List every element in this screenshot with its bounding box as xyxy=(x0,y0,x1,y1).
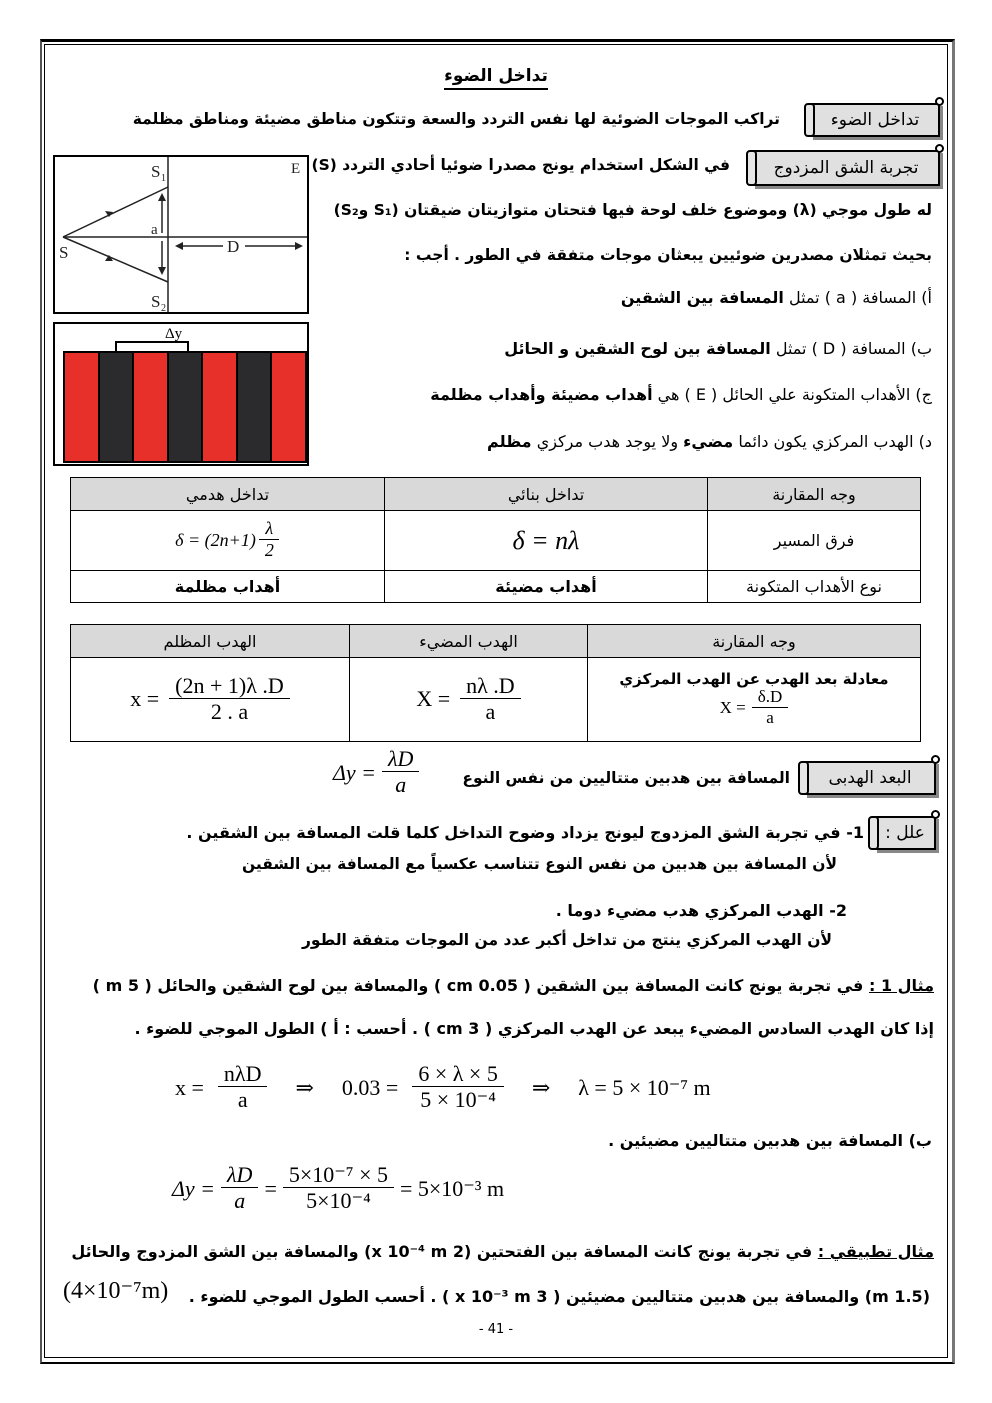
table1-row-fringe-type-label: نوع الأهداب المتكونة xyxy=(708,571,921,603)
definition-text: تراكب الموجات الضوئية لها نفس التردد والسعة وتتكون مناطق مضيئة ومناطق مظلمة xyxy=(132,110,780,128)
table1-header-aspect: وجه المقارنة xyxy=(708,478,921,511)
double-slit-figure xyxy=(55,157,307,312)
answer-a: أ) المسافة ( a ) تمثل المسافة بين الشقين xyxy=(620,288,932,307)
answer-c: ج) الأهداب المتكونة علي الحائل ( E ) هي أهداب مضيئة وأهداب مظلمة xyxy=(430,385,932,404)
reason-2-answer: لأن الهدب المركزي ينتج من تداخل أكبر عدد من الموجات متفقة الطور xyxy=(302,931,832,949)
experiment-line2: له طول موجي (λ) وموضوع خلف لوحة فيها فتحتان متوازيتان ضيقتان (S₁ وS₂) xyxy=(333,201,932,219)
bright-fringe xyxy=(134,353,169,461)
svg-text:S: S xyxy=(151,292,161,311)
experiment-line1: في الشكل استخدام يونج مصدرا ضوئيا أحادي التردد (S) xyxy=(311,156,730,174)
reason-1-question: 1- في تجربة الشق المزدوج ليونج يزداد وضوح التداخل كلما قلت المسافة بين الشقين . xyxy=(186,823,864,842)
table2-header-bright: الهدب المضيء xyxy=(350,625,588,658)
constructive-formula: δ = nλ xyxy=(385,511,708,571)
example1-solution-a: x = $\frac{\text{nλD}}{a}$ ⇒ 0.03 = $\frac{6 \times \lambda \times 5}{\text{5 × 10⁻⁴}}$ ⇒ λ = 5 × 10⁻⁷ m xyxy=(175,1061,711,1113)
reason-2-question: 2- الهدب المركزي هدب مضيء دوما . xyxy=(555,901,847,920)
applied-example-answer: (4×10⁻⁷m) xyxy=(63,1278,169,1304)
table1-row-path-difference-label: فرق المسير xyxy=(708,511,921,571)
svg-text:a: a xyxy=(151,222,158,238)
example1-line2: إذا كان الهدب السادس المضيء يبعد عن الهدب المركزي ( 3 cm ) . أحسب : أ ) الطول الموجي للضوء . xyxy=(134,1019,934,1038)
reason-1-answer: لأن المسافة بين هدبين من نفس النوع تتناسب عكسياً مع المسافة بين الشقين xyxy=(241,855,837,873)
example1-solution-b: Δy = $\frac{\lambda D}{a}$ = $\frac{\text{5×10⁻⁷ × 5}}{\text{5×10⁻⁴}}$ = 5×10⁻³ m xyxy=(172,1162,505,1214)
bright-fringe xyxy=(65,353,100,461)
fringe-bars xyxy=(63,351,307,463)
fringe-position-table xyxy=(70,624,921,742)
table2-header-dark: الهدب المظلم xyxy=(71,625,350,658)
table1-header-constructive: تداخل بنائي xyxy=(385,478,708,511)
table1-header-destructive: تداخل هدمي xyxy=(71,478,385,511)
answer-b: ب) المسافة ( D ) تمثل المسافة بين لوح الشقين و الحائل xyxy=(504,339,932,358)
svg-text:S: S xyxy=(151,162,161,181)
dark-fringe-formula: x = $\frac{(2n + 1)\lambda .D}{2 . a}$ xyxy=(71,658,350,742)
svg-text:2: 2 xyxy=(161,303,166,312)
example1-line1: مثال 1 : في تجربة يونج كانت المسافة بين الشقين ( 0.05 cm ) والمسافة بين لوح الشقين والحائل ( 5 m ) xyxy=(92,976,934,995)
destructive-formula: δ = (2n+1) $\frac{\lambda}{2}$ xyxy=(71,511,385,571)
definition-label-scroll: تداخل الضوء xyxy=(810,103,940,137)
table2-row-label: معادلة بعد الهدب عن الهدب المركزي X = $\frac{\delta.D}{a}$ xyxy=(588,658,921,742)
answer-d: د) الهدب المركزي يكون دائما مضيء ولا يوجد هدب مركزي مظلم xyxy=(487,432,932,451)
constructive-fringe-type: أهداب مضيئة xyxy=(385,571,708,603)
dark-fringe xyxy=(169,353,204,461)
dark-fringe xyxy=(100,353,135,461)
experiment-line3: بحيث تمثلان مصدرين ضوئيين يبعثان موجات متفقة في الطور . أجب : xyxy=(404,246,932,264)
destructive-fringe-type: أهداب مظلمة xyxy=(71,571,385,603)
experiment-label-scroll: تجربة الشق المزدوج xyxy=(752,150,940,186)
svg-text:S: S xyxy=(59,243,69,262)
applied-example-line2: (1.5 m) والمسافة بين هدبين متتاليين مضيئين ( 3 x 10⁻³ m ) . أحسب الطول الموجي للضوء . xyxy=(188,1287,930,1306)
fringe-width-definition: المسافة بين هدبين متتاليين من نفس النوع xyxy=(462,769,790,787)
page-title: تداخل الضوء xyxy=(0,66,992,86)
fringe-width-formula: Δy = $\frac{\lambda D}{a}$ xyxy=(333,747,419,799)
svg-text:1: 1 xyxy=(161,173,166,184)
dark-fringe xyxy=(238,353,273,461)
bright-fringe xyxy=(272,353,305,461)
fringe-width-label-scroll: البعد الهدبى xyxy=(804,761,936,795)
double-slit-diagram xyxy=(53,155,309,314)
svg-text:D: D xyxy=(227,237,240,256)
delta-y-label: Δy xyxy=(165,326,183,342)
page-number: - 41 - xyxy=(478,1322,514,1337)
example1-part-b: ب) المسافة بين هدبين متتاليين مضيئين . xyxy=(608,1131,932,1150)
interference-comparison-table xyxy=(70,477,921,603)
applied-example-line1: مثال تطبيقي : في تجربة يونج كانت المسافة بين الفتحتين (2 x 10⁻⁴ m) والمسافة بين الشق المزدوج والحائل xyxy=(71,1242,934,1261)
bright-fringe xyxy=(203,353,238,461)
reason-label-scroll: علل : xyxy=(874,816,936,850)
bright-fringe-formula: X = $\frac{n\lambda .D}{a}$ xyxy=(350,658,588,742)
table2-header-aspect: وجه المقارنة xyxy=(588,625,921,658)
fringe-pattern-figure xyxy=(53,322,309,466)
position-general-formula: X = $\frac{\delta.D}{a}$ xyxy=(720,688,789,728)
svg-text:E: E xyxy=(291,161,301,177)
